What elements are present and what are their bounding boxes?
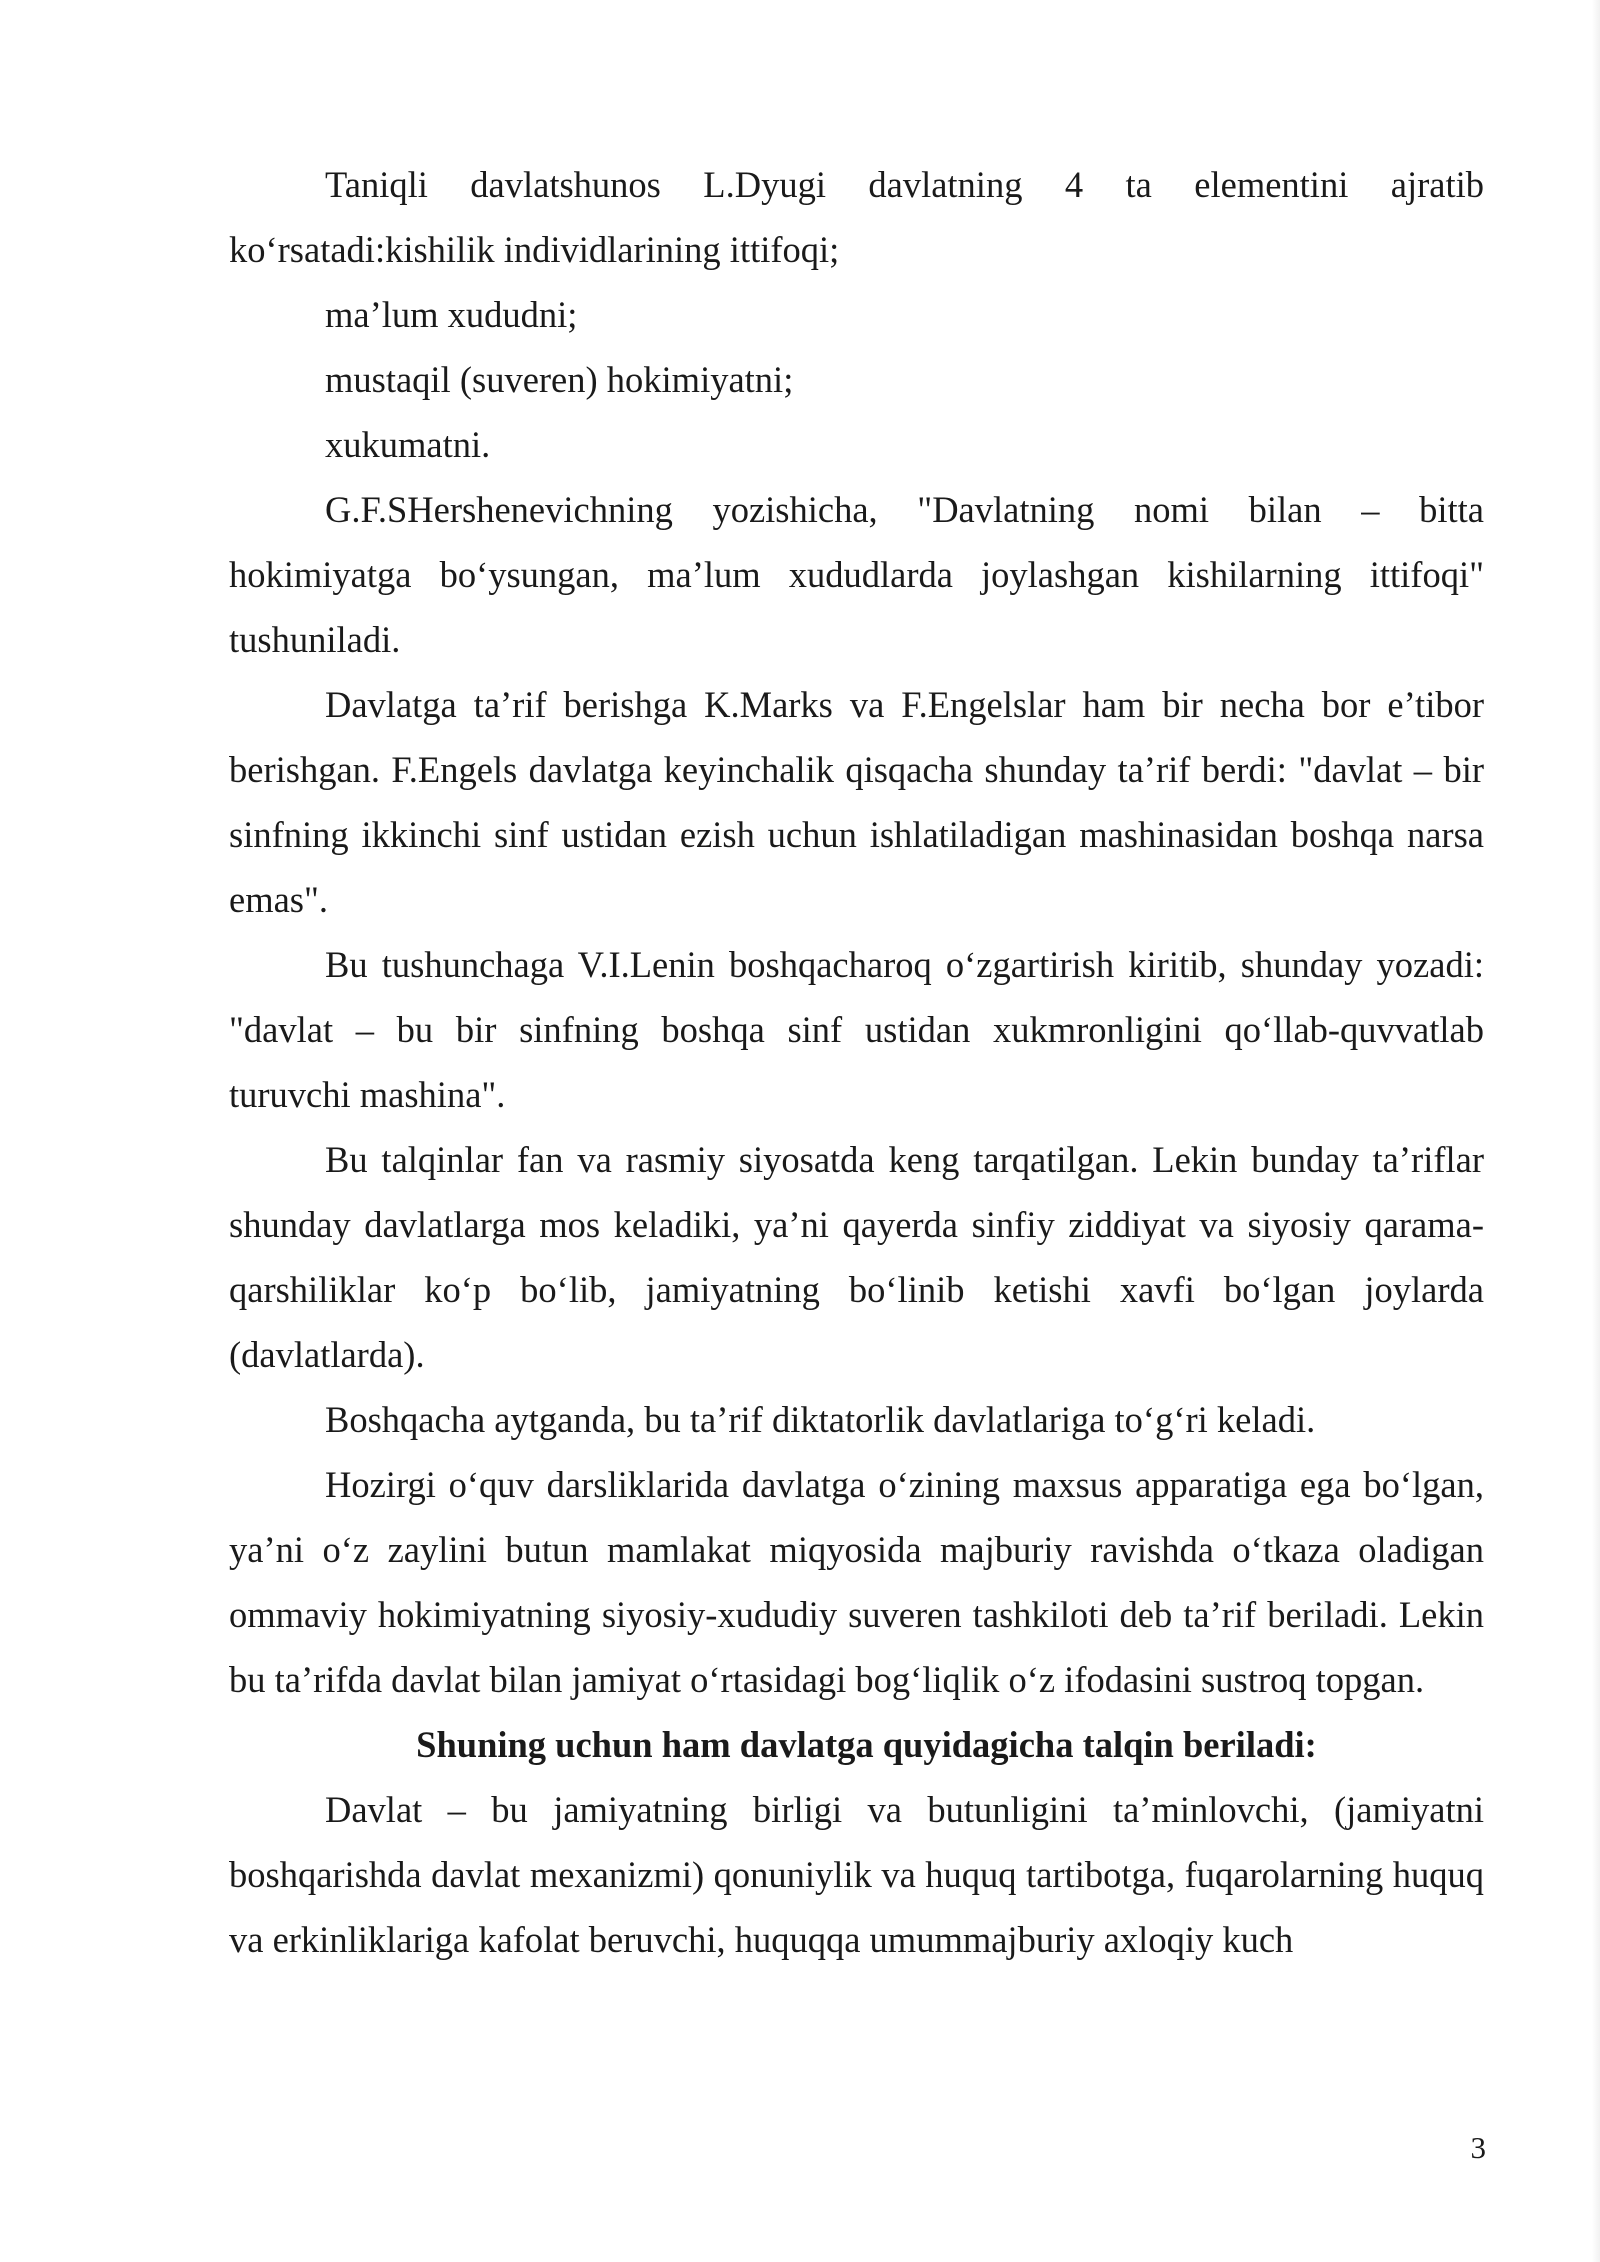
paragraph-modern-textbooks: Hozirgi o‘quv darsliklarida davlatga o‘zining maxsus apparatiga ega bo‘lgan, ya’ni o‘z zaylini butun mamlakat miqyosida majburiy ravishda o‘tkaza oladigan ommaviy hokimiyatning siyosiy-xududiy suveren tashkiloti deb ta’rif beriladi. Lekin bu ta’rifda davlat bilan jamiyat o‘rtasidagi bog‘liqlik o‘z ifodasini sustroq topgan. [229, 1464, 1484, 1700]
section-heading: Shuning uchun ham davlatga quyidagicha talqin beriladi: [416, 1724, 1317, 1765]
page-edge-shadow [1592, 0, 1600, 2262]
paragraph-shershenevich: G.F.SHershenevichning yozishicha, "Davlatning nomi bilan – bitta hokimiyatga bo‘ysungan, ma’lum xududlarda joylashgan kishilarning ittifoqi" tushuniladi. [229, 489, 1484, 660]
paragraph-state-definition: Davlat – bu jamiyatning birligi va butunligini ta’minlovchi, (jamiyatni boshqarishda davlat mexanizmi) qonuniylik va huquq tartibotga, fuqarolarning huquq va erkinliklariga kafolat beruvchi, huquqqa umummajburiy axloqiy kuch [229, 1789, 1484, 1960]
page-number: 3 [1470, 2130, 1486, 2165]
document-body [229, 152, 1484, 1972]
paragraph-marks-engels: Davlatga ta’rif berishga K.Marks va F.Engelslar ham bir necha bor e’tibor berishgan. F.Engels davlatga keyinchalik qisqacha shunday ta’rif berdi: "davlat – bir sinfning ikkinchi sinf ustidan ezish uchun ishlatiladigan mashinasidan boshqa narsa emas". [229, 684, 1484, 920]
paragraph-dictatorship: Boshqacha aytganda, bu ta’rif diktatorlik davlatlariga to‘g‘ri keladi. [325, 1399, 1316, 1440]
paragraph-lenin: Bu tushunchaga V.I.Lenin boshqacharoq o‘zgartirish kiritib, shunday yozadi: "davlat – bu bir sinfning boshqa sinf ustidan xukmronligini qo‘llab-quvvatlab turuvchi mashina". [229, 944, 1484, 1115]
list-item-government: xukumatni. [325, 424, 491, 465]
paragraph-dyugi-elements: Taniqli davlatshunos L.Dyugi davlatning 4 ta elementini ajratib ko‘rsatadi:kishilik individlarining ittifoqi; [229, 164, 1484, 270]
paragraph-interpretations: Bu talqinlar fan va rasmiy siyosatda keng tarqatilgan. Lekin bunday ta’riflar shunday davlatlarga mos keladiki, ya’ni qayerda sinfiy ziddiyat va siyosiy qarama-qarshiliklar ko‘p bo‘lib, jamiyatning bo‘linib ketishi xavfi bo‘lgan joylarda (davlatlarda). [229, 1139, 1484, 1375]
list-item-territory: ma’lum xududni; [325, 294, 578, 335]
list-item-sovereign-power: mustaqil (suveren) hokimiyatni; [325, 359, 794, 400]
